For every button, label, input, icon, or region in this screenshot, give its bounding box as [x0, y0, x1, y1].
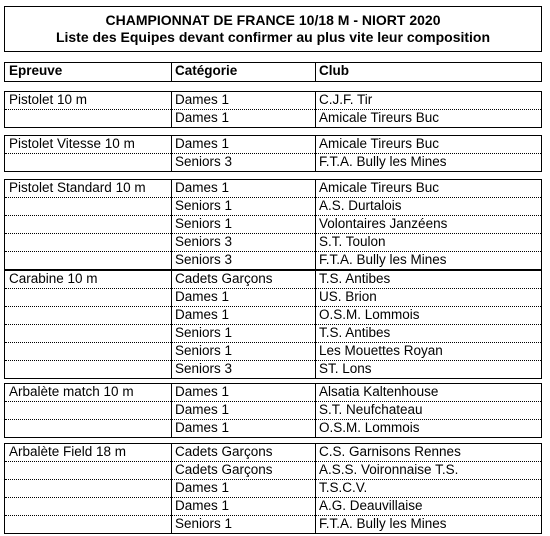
club-cell: Amicale Tireurs Buc [319, 180, 440, 195]
column-header-row [4, 62, 542, 82]
table-row [5, 92, 541, 109]
table-row [5, 497, 541, 515]
category-cell: Dames 1 [175, 110, 230, 125]
event-name: Pistolet 10 m [9, 92, 88, 107]
category-cell: Dames 1 [175, 136, 230, 151]
club-cell: F.T.A. Bully les Mines [319, 154, 447, 169]
table-row [5, 342, 541, 360]
table-row [5, 180, 541, 197]
category-cell: Dames 1 [175, 384, 230, 399]
category-cell: Cadets Garçons [175, 444, 273, 459]
category-cell: Dames 1 [175, 420, 230, 435]
table-row [5, 461, 541, 479]
table-row [5, 384, 541, 401]
table-row [5, 479, 541, 497]
table-row [5, 444, 541, 461]
event-name: Arbalète Field 18 m [9, 444, 127, 459]
table-row [5, 251, 541, 269]
club-cell: C.S. Garnisons Rennes [319, 444, 461, 459]
category-cell: Cadets Garçons [175, 462, 273, 477]
event-group [4, 135, 542, 172]
table-row [5, 419, 541, 437]
category-cell: Dames 1 [175, 92, 230, 107]
club-cell: Amicale Tireurs Buc [319, 136, 440, 151]
category-cell: Dames 1 [175, 289, 230, 304]
table-row [5, 306, 541, 324]
club-cell: Les Mouettes Royan [319, 343, 443, 358]
club-cell: T.S. Antibes [319, 325, 391, 340]
table-row [5, 153, 541, 171]
table-row [5, 136, 541, 153]
event-group [4, 443, 542, 534]
category-cell: Dames 1 [175, 480, 230, 495]
club-cell: C.J.F. Tir [319, 92, 373, 107]
table-row [5, 197, 541, 215]
category-cell: Seniors 1 [175, 198, 233, 213]
category-cell: Cadets Garçons [175, 271, 273, 286]
category-cell: Seniors 1 [175, 216, 233, 231]
category-cell: Seniors 1 [175, 516, 233, 531]
column-header-club: Club [319, 63, 349, 78]
category-cell: Seniors 3 [175, 154, 233, 169]
column-header-categorie: Catégorie [175, 63, 238, 78]
club-cell: F.T.A. Bully les Mines [319, 516, 447, 531]
table-row [5, 401, 541, 419]
club-cell: O.S.M. Lommois [319, 420, 420, 435]
document-header [4, 6, 542, 52]
club-cell: S.T. Neufchateau [319, 402, 423, 417]
column-header-epreuve: Epreuve [9, 63, 63, 78]
club-cell: T.S. Antibes [319, 271, 391, 286]
club-cell: US. Brion [319, 289, 377, 304]
event-group [4, 179, 542, 270]
category-cell: Seniors 3 [175, 234, 233, 249]
category-cell: Seniors 3 [175, 361, 233, 376]
club-cell: ST. Lons [319, 361, 372, 376]
club-cell: S.T. Toulon [319, 234, 386, 249]
event-name: Pistolet Vitesse 10 m [9, 136, 135, 151]
category-cell: Dames 1 [175, 307, 230, 322]
table-row [5, 515, 541, 533]
event-group [4, 383, 542, 438]
table-row [5, 271, 541, 288]
table-row [5, 360, 541, 378]
club-cell: Alsatia Kaltenhouse [319, 384, 439, 399]
event-name: Arbalète match 10 m [9, 384, 134, 399]
document-subtitle: Liste des Equipes devant confirmer au plus vite leur composition [55, 29, 491, 45]
event-group [4, 270, 542, 379]
category-cell: Dames 1 [175, 498, 230, 513]
club-cell: A.S. Durtalois [319, 198, 402, 213]
club-cell: F.T.A. Bully les Mines [319, 252, 447, 267]
event-group [4, 91, 542, 128]
table-row [5, 233, 541, 251]
club-cell: Volontaires Janzéens [319, 216, 448, 231]
event-name: Pistolet Standard 10 m [9, 180, 146, 195]
club-cell: A.S.S. Voironnaise T.S. [319, 462, 459, 477]
event-name: Carabine 10 m [9, 271, 98, 286]
category-cell: Seniors 1 [175, 325, 233, 340]
table-row [5, 288, 541, 306]
category-cell: Seniors 1 [175, 343, 233, 358]
table-row [5, 324, 541, 342]
table-row [5, 109, 541, 127]
category-cell: Seniors 3 [175, 252, 233, 267]
club-cell: Amicale Tireurs Buc [319, 110, 440, 125]
club-cell: O.S.M. Lommois [319, 307, 420, 322]
table-row [5, 215, 541, 233]
document-title: CHAMPIONNAT DE FRANCE 10/18 M - NIORT 2020 [105, 12, 441, 28]
category-cell: Dames 1 [175, 180, 230, 195]
club-cell: T.S.C.V. [319, 480, 368, 495]
category-cell: Dames 1 [175, 402, 230, 417]
club-cell: A.G. Deauvillaise [319, 498, 423, 513]
